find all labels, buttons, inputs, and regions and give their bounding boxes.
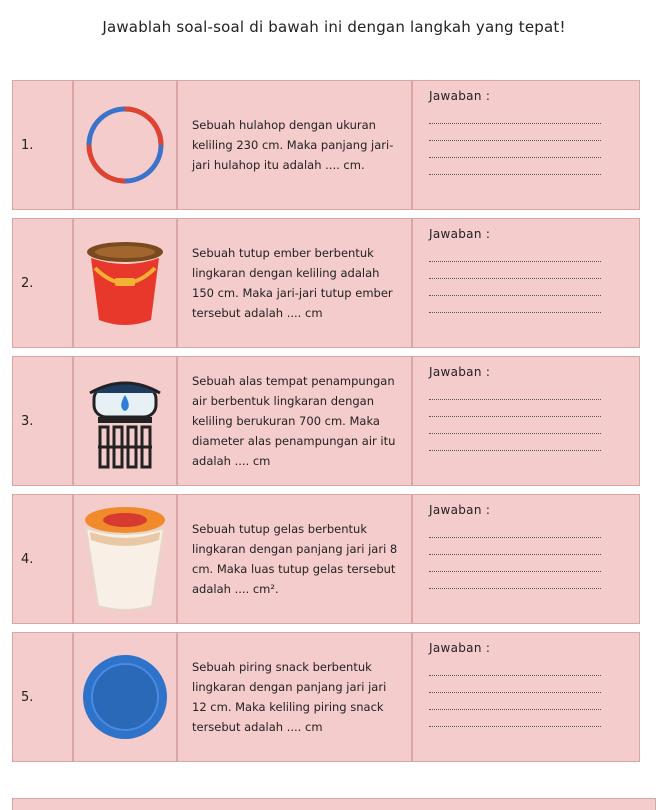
question-text: Sebuah hulahop dengan ukuran keliling 230 cm. Maka panjang jari-jari hulahop itu adalah .... cm. xyxy=(177,80,412,210)
question-image xyxy=(73,632,177,762)
answer-line[interactable] xyxy=(429,262,601,279)
question-text: Sebuah piring snack berbentuk lingkaran dengan panjang jari jari 12 cm. Maka keliling piring snack tersebut adalah .... cm xyxy=(177,632,412,762)
plate-icon xyxy=(80,652,170,742)
question-text: Sebuah tutup gelas berbentuk lingkaran dengan panjang jari jari 8 cm. Maka luas tutup gelas tersebut adalah .... cm². xyxy=(177,494,412,624)
answer-box[interactable] xyxy=(412,632,640,762)
answer-box[interactable] xyxy=(412,218,640,348)
answer-line[interactable] xyxy=(429,383,601,400)
question-number: 2. xyxy=(12,218,73,348)
answer-label: Jawaban : xyxy=(429,89,491,103)
worksheet-title: Jawablah soal-soal di bawah ini dengan langkah yang tepat! xyxy=(102,18,566,36)
question-image xyxy=(73,494,177,624)
answer-line[interactable] xyxy=(429,296,601,313)
answer-box[interactable] xyxy=(412,80,640,210)
answer-line[interactable] xyxy=(429,279,601,296)
cup-lid-icon xyxy=(80,504,170,614)
answer-label: Jawaban : xyxy=(429,503,491,517)
answer-label: Jawaban : xyxy=(429,227,491,241)
page-footer-bar xyxy=(12,798,656,810)
question-image xyxy=(73,80,177,210)
answer-box[interactable] xyxy=(412,356,640,486)
answer-line[interactable] xyxy=(429,693,601,710)
question-number: 1. xyxy=(12,80,73,210)
question-text: Sebuah alas tempat penampungan air berbentuk lingkaran dengan keliling berukuran 700 cm. Maka diameter alas penampungan air itu adalah .... cm xyxy=(177,356,412,486)
answer-line[interactable] xyxy=(429,434,601,451)
answer-line[interactable] xyxy=(429,555,601,572)
question-image xyxy=(73,218,177,348)
question-text: Sebuah tutup ember berbentuk lingkaran dengan keliling adalah 150 cm. Maka jari-jari tutup ember tersebut adalah .... cm xyxy=(177,218,412,348)
answer-line[interactable] xyxy=(429,417,601,434)
answer-line[interactable] xyxy=(429,400,601,417)
question-number: 3. xyxy=(12,356,73,486)
answer-line[interactable] xyxy=(429,521,601,538)
answer-label: Jawaban : xyxy=(429,641,491,655)
question-number: 4. xyxy=(12,494,73,624)
answer-line[interactable] xyxy=(429,158,601,175)
answer-line[interactable] xyxy=(429,124,601,141)
answer-line[interactable] xyxy=(429,676,601,693)
answer-line[interactable] xyxy=(429,107,601,124)
answer-line[interactable] xyxy=(429,141,601,158)
answer-label: Jawaban : xyxy=(429,365,491,379)
answer-box[interactable] xyxy=(412,494,640,624)
bucket-icon xyxy=(83,238,167,328)
question-number: 5. xyxy=(12,632,73,762)
answer-line[interactable] xyxy=(429,659,601,676)
answer-line[interactable] xyxy=(429,245,601,262)
water-tower-icon xyxy=(80,371,170,471)
answer-line[interactable] xyxy=(429,572,601,589)
answer-line[interactable] xyxy=(429,538,601,555)
hula-hoop-icon xyxy=(83,103,167,187)
question-image xyxy=(73,356,177,486)
answer-line[interactable] xyxy=(429,710,601,727)
